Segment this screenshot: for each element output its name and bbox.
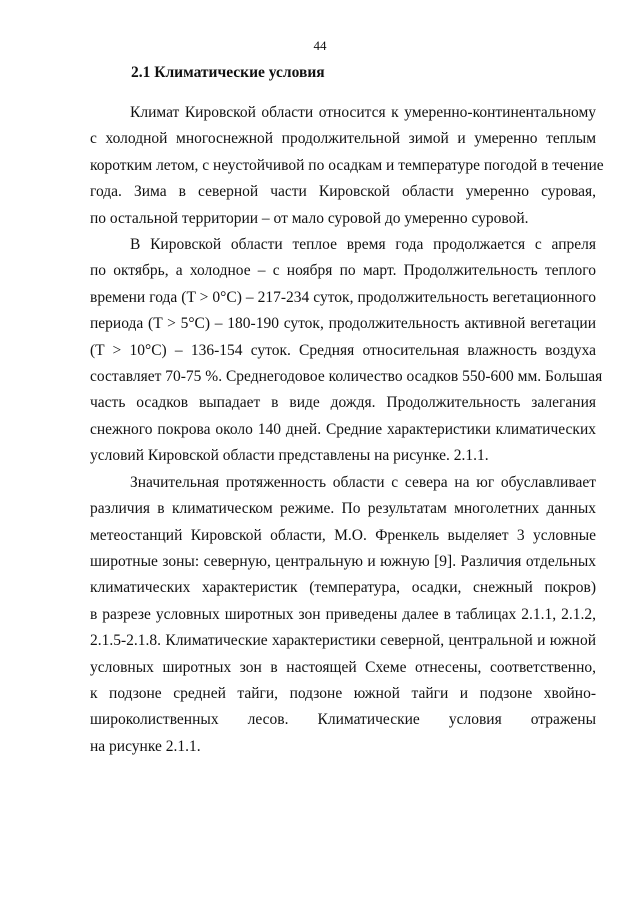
text-line: широтные зоны: северную, центральную и южную [9]. Различия отдельных [90,552,596,570]
text-line: условий Кировской области представлены на рисунке. 2.1.1. [90,447,489,465]
text-line: по октябрь, а холодное – с ноября по март. Продолжительность теплого [90,262,596,280]
page-number: 44 [313,38,327,53]
text-line: (T > 10°C) – 136-154 суток. Средняя относительная влажность воздуха [90,341,596,359]
text-line: в разрезе условных широтных зон приведены далее в таблицах 2.1.1, 2.1.2, [90,605,596,623]
text-line: года. Зима в северной части Кировской области умеренно суровая, [90,183,596,201]
text-line: на рисунке 2.1.1. [90,737,201,755]
paragraph-2 [90,232,603,470]
text-line: условных широтных зон в настоящей Схеме отнесены, соответственно, [90,658,596,676]
text-line: по остальной территории – от мало суровой до умеренно суровой. [90,209,529,227]
text-line: периода (T > 5°C) – 180-190 суток, продолжительность активной вегетации [90,315,596,333]
text-line: часть осадков выпадает в виде дождя. Продолжительность залегания [90,394,596,412]
text-line: климатических характеристик (температура, осадки, снежный покров) [90,579,596,597]
text-line: широколиственных лесов. Климатические условия отражены [90,711,596,729]
section-heading: 2.1 Климатические условия [131,64,325,81]
text-line: В Кировской области теплое время года продолжается с апреля [130,236,596,254]
paragraph-3 [90,470,596,760]
text-line: различия в климатическом режиме. По результатам многолетних данных [90,500,596,518]
text-line: коротким летом, с неустойчивой по осадкам и температуре погодой в течение [90,156,604,174]
text-line: Значительная протяженность области с севера на юг обуславливает [130,473,596,491]
text-line: составляет 70-75 %. Среднегодовое количество осадков 550-600 мм. Большая [90,368,603,386]
text-line: с холодной многоснежной продолжительной зимой и умеренно теплым [90,130,596,148]
paragraph-1 [90,100,604,232]
text-line: Климат Кировской области относится к умеренно-континентальному [130,104,596,121]
text-line: снежного покрова около 140 дней. Средние характеристики климатических [90,420,596,438]
document-body [90,100,604,760]
text-line: к подзоне средней тайги, подзоне южной тайги и подзоне хвойно- [90,684,596,702]
text-line: метеостанций Кировской области, М.О. Френкель выделяет 3 условные [90,526,596,544]
text-line: 2.1.5-2.1.8. Климатические характеристики северной, центральной и южной [90,632,596,650]
text-line: времени года (T > 0°C) – 217-234 суток, продолжительность вегетационного [90,288,596,306]
